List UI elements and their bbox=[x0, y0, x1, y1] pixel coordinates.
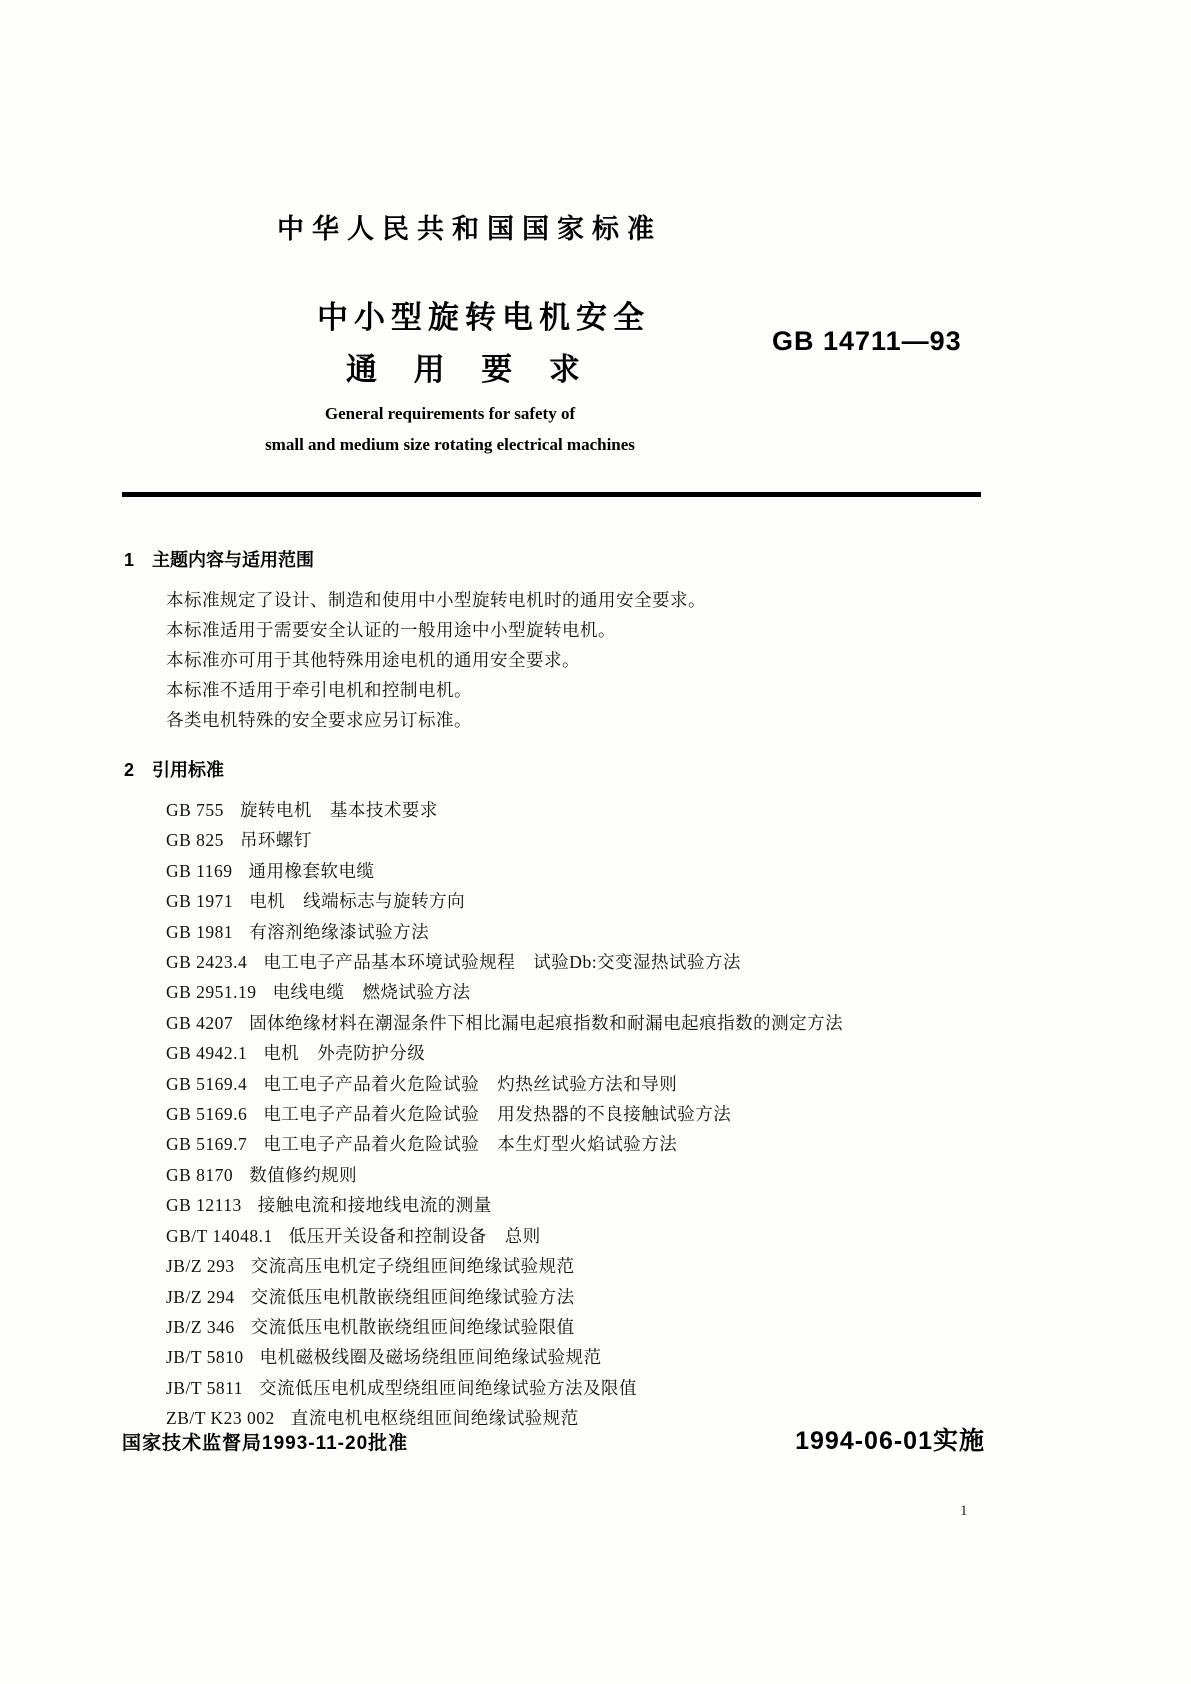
reference-title: 吊环螺钉 bbox=[239, 830, 312, 851]
reference-title: 交流低压电机散嵌绕组匝间绝缘试验方法 bbox=[250, 1286, 575, 1307]
reference-code: JB/Z 293 bbox=[166, 1256, 235, 1277]
english-title-line1: General requirements for safety of bbox=[324, 404, 576, 423]
english-title-line2: small and medium size rotating electrical machines bbox=[265, 435, 635, 454]
standard-code: GB 14711—93 bbox=[772, 326, 962, 356]
reference-title: 固体绝缘材料在潮湿条件下相比漏电起痕指数和耐漏电起痕指数的测定方法 bbox=[249, 1012, 844, 1033]
scope-paragraph: 本标准适用于需要安全认证的一般用途中小型旋转电机。 bbox=[166, 620, 616, 640]
reference-title: 通用橡套软电缆 bbox=[248, 860, 375, 881]
reference-code: GB 2423.4 bbox=[166, 952, 248, 973]
header-divider bbox=[122, 492, 981, 497]
reference-code: GB 1971 bbox=[166, 891, 234, 912]
english-title bbox=[150, 398, 750, 460]
reference-item bbox=[166, 825, 984, 855]
reference-title: 数值修约规则 bbox=[249, 1164, 358, 1185]
section-number: 2 bbox=[124, 760, 135, 780]
reference-title: 电工电子产品着火危险试验 本生灯型火焰试验方法 bbox=[263, 1134, 678, 1155]
national-standard-label: 中华人民共和国国家标准 bbox=[277, 214, 662, 244]
section-references bbox=[124, 756, 984, 1434]
reference-title: 直流电机电枢绕组匝间绝缘试验规范 bbox=[290, 1408, 579, 1429]
reference-item bbox=[166, 1282, 984, 1312]
reference-item bbox=[166, 795, 984, 825]
reference-code: GB 5169.6 bbox=[166, 1104, 248, 1125]
reference-item bbox=[166, 1190, 984, 1220]
reference-title: 电工电子产品着火危险试验 用发热器的不良接触试验方法 bbox=[263, 1104, 732, 1125]
reference-title: 交流低压电机成型绕组匝间绝缘试验方法及限值 bbox=[258, 1377, 637, 1398]
reference-title: 电机 外壳防护分级 bbox=[263, 1043, 426, 1064]
reference-title: 交流低压电机散嵌绕组匝间绝缘试验限值 bbox=[250, 1316, 575, 1337]
page-number: 1 bbox=[960, 1503, 968, 1519]
reference-item bbox=[166, 1221, 984, 1251]
scope-paragraph: 各类电机特殊的安全要求应另订标准。 bbox=[166, 710, 472, 730]
reference-code: GB 8170 bbox=[166, 1164, 234, 1185]
reference-item bbox=[166, 1160, 984, 1190]
reference-item bbox=[166, 1129, 984, 1159]
reference-code: GB 1169 bbox=[166, 860, 233, 881]
reference-item bbox=[166, 1342, 984, 1372]
document-title-line2: 通 用 要 求 bbox=[346, 352, 594, 387]
reference-title: 电工电子产品基本环境试验规程 试验Db:交变湿热试验方法 bbox=[263, 952, 742, 973]
reference-item bbox=[166, 1099, 984, 1129]
reference-item bbox=[166, 856, 984, 886]
reference-code: GB 4942.1 bbox=[166, 1043, 248, 1064]
reference-title: 接触电流和接地线电流的测量 bbox=[257, 1195, 492, 1216]
document-title-line1: 中小型旋转电机安全 bbox=[317, 300, 650, 335]
reference-item bbox=[166, 1008, 984, 1038]
section-number: 1 bbox=[124, 550, 135, 570]
reference-title: 旋转电机 基本技术要求 bbox=[239, 800, 438, 820]
reference-title: 电机磁极线圈及磁场绕组匝间绝缘试验规范 bbox=[259, 1347, 602, 1368]
reference-item bbox=[166, 1069, 984, 1099]
section-scope-heading bbox=[124, 546, 984, 572]
reference-code: GB 4207 bbox=[166, 1012, 234, 1033]
reference-title: 电工电子产品着火危险试验 灼热丝试验方法和导则 bbox=[263, 1073, 678, 1094]
reference-item bbox=[166, 886, 984, 916]
section-scope bbox=[124, 546, 984, 735]
reference-code: GB 12113 bbox=[166, 1195, 242, 1216]
reference-code: GB 755 bbox=[166, 800, 224, 820]
scope-paragraph: 本标准亦可用于其他特殊用途电机的通用安全要求。 bbox=[166, 650, 580, 670]
implementation-date: 1994-06-01实施 bbox=[795, 1427, 985, 1455]
reference-title: 有溶剂绝缘漆试验方法 bbox=[249, 921, 430, 942]
reference-title: 电机 线端标志与旋转方向 bbox=[249, 891, 466, 912]
reference-code: JB/T 5811 bbox=[166, 1377, 243, 1398]
reference-item bbox=[166, 917, 984, 947]
reference-code: JB/T 5810 bbox=[166, 1347, 244, 1368]
scope-paragraph: 本标准规定了设计、制造和使用中小型旋转电机时的通用安全要求。 bbox=[166, 590, 706, 610]
section-title: 引用标准 bbox=[152, 760, 225, 780]
reference-item bbox=[166, 947, 984, 977]
section-title: 主题内容与适用范围 bbox=[152, 550, 315, 570]
reference-item bbox=[166, 1373, 984, 1403]
section-references-heading bbox=[124, 756, 984, 782]
reference-list bbox=[124, 795, 984, 1434]
reference-item bbox=[166, 1312, 984, 1342]
reference-code: GB/T 14048.1 bbox=[166, 1225, 273, 1246]
reference-code: ZB/T K23 002 bbox=[166, 1408, 275, 1429]
approval-authority-date: 国家技术监督局1993-11-20批准 bbox=[122, 1433, 409, 1454]
reference-title: 交流高压电机定子绕组匝间绝缘试验规范 bbox=[250, 1256, 575, 1277]
reference-code: JB/Z 294 bbox=[166, 1286, 235, 1307]
reference-code: GB 5169.4 bbox=[166, 1073, 248, 1094]
reference-item bbox=[166, 977, 984, 1007]
scope-paragraph: 本标准不适用于牵引电机和控制电机。 bbox=[166, 680, 472, 700]
reference-title: 电线电缆 燃烧试验方法 bbox=[272, 982, 471, 1003]
reference-item bbox=[166, 1251, 984, 1281]
reference-code: JB/Z 346 bbox=[166, 1316, 235, 1337]
reference-item bbox=[166, 1038, 984, 1068]
reference-code: GB 5169.7 bbox=[166, 1134, 248, 1155]
reference-code: GB 825 bbox=[166, 830, 224, 851]
reference-code: GB 1981 bbox=[166, 921, 234, 942]
reference-code: GB 2951.19 bbox=[166, 982, 257, 1003]
reference-title: 低压开关设备和控制设备 总则 bbox=[288, 1225, 541, 1246]
